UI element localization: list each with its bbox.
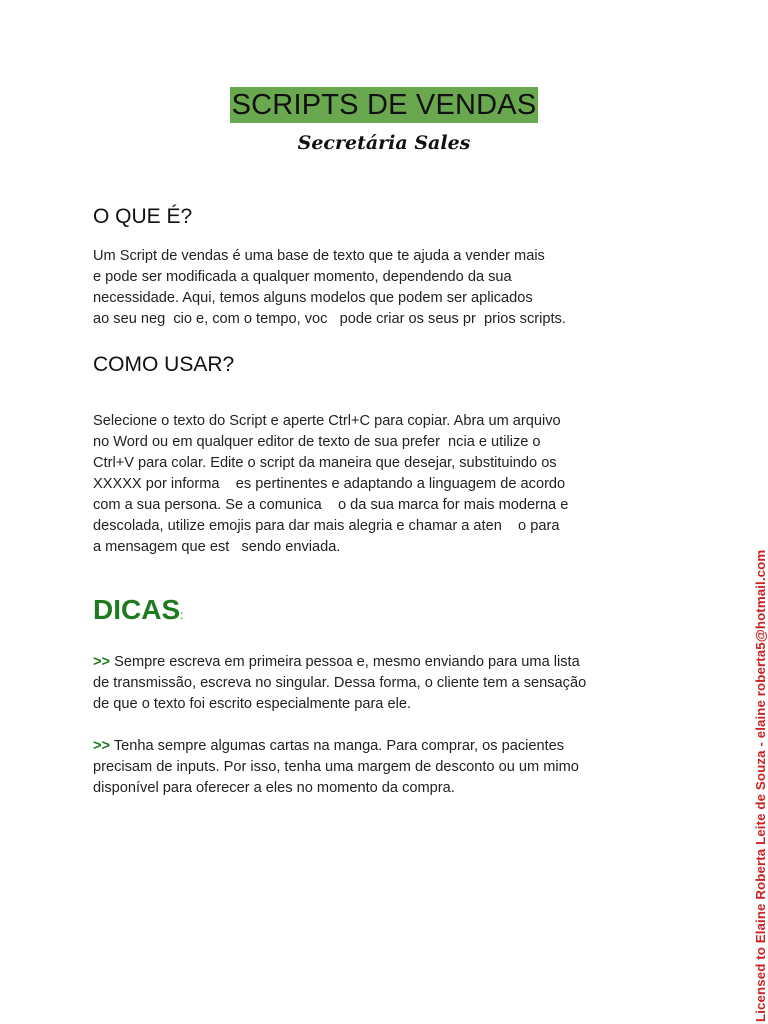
text-line: a mensagem que est sendo enviada. [93, 539, 341, 555]
section-heading-tips [93, 592, 183, 633]
text-line [93, 736, 673, 757]
text-line: descolada, utilize emojis para dar mais alegria e chamar a aten o para [93, 518, 560, 534]
text-line: Um Script de vendas é uma base de texto que te ajuda a vender mais [93, 248, 545, 264]
text-line: de transmissão, escreva no singular. Dessa forma, o cliente tem a sensação [93, 675, 587, 691]
tip-1 [93, 652, 673, 715]
tip-2 [93, 736, 673, 799]
tip-marker: >> [93, 738, 111, 754]
text-line: necessidade. Aqui, temos alguns modelos que podem ser aplicados [93, 290, 533, 306]
text-line: com a sua persona. Se a comunica o da sua marca for mais moderna e [93, 497, 569, 513]
paragraph-what [93, 246, 673, 330]
tip-marker: >> [93, 654, 111, 670]
license-watermark: Licensed to Elaine Roberta Leite de Souza - elaine roberta5@hotmail.com [753, 549, 768, 1022]
page-subtitle: Secretária Sales [297, 132, 471, 154]
text-line [93, 652, 673, 673]
title-container [0, 87, 768, 123]
text-line: de que o texto foi escrito especialmente para ele. [93, 696, 412, 712]
text-line: Selecione o texto do Script e aperte Ctrl+C para copiar. Abra um arquivo [93, 413, 561, 429]
section-heading-what: O QUE É? [93, 205, 193, 228]
tip-text: Sempre escreva em primeira pessoa e, mesmo enviando para uma lista [114, 654, 580, 670]
tip-text: Tenha sempre algumas cartas na manga. Para comprar, os pacientes [113, 738, 565, 754]
text-line: e pode ser modificada a qualquer momento, dependendo da sua [93, 269, 512, 285]
text-line: Ctrl+V para colar. Edite o script da maneira que desejar, substituindo os [93, 455, 557, 471]
page-title: SCRIPTS DE VENDAS [231, 89, 537, 121]
text-line: precisam de inputs. Por isso, tenha uma margem de desconto ou um mimo [93, 759, 579, 775]
text-line: ao seu neg cio e, com o tempo, voc pode criar os seus pr prios scripts. [93, 311, 566, 327]
paragraph-how [93, 411, 673, 558]
tips-heading-text: DICAS [93, 594, 181, 625]
tips-heading-colon: : [180, 608, 184, 622]
text-line: no Word ou em qualquer editor de texto de sua prefer ncia e utilize o [93, 434, 541, 450]
section-heading-how: COMO USAR? [93, 353, 235, 376]
text-line: XXXXX por informa es pertinentes e adaptando a linguagem de acordo [93, 476, 566, 492]
text-line: disponível para oferecer a eles no momento da compra. [93, 780, 455, 796]
